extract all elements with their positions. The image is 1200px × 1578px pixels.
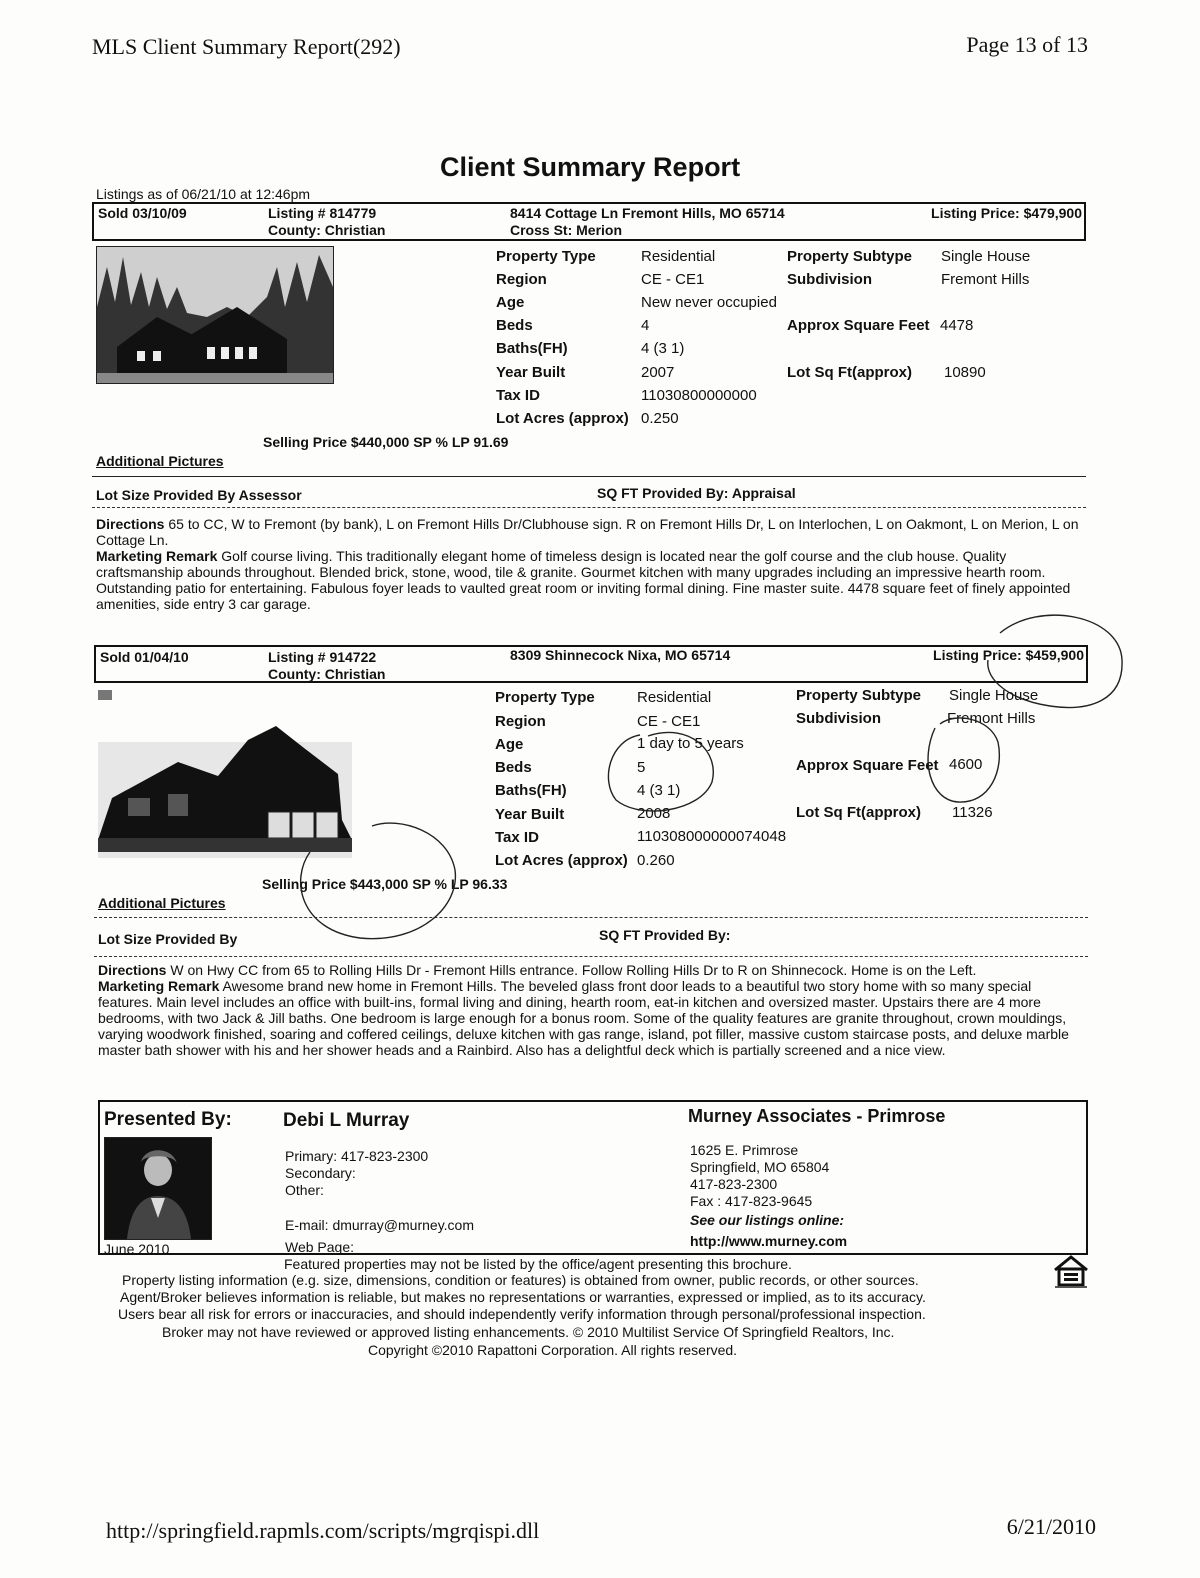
subdivision-value: Fremont Hills [941, 271, 1030, 288]
presented-by-label: Presented By: [104, 1109, 232, 1130]
listing-1-listing-price: Listing Price: $479,900 [931, 205, 1082, 221]
footer-date: 6/21/2010 [1006, 1514, 1096, 1539]
baths-label: Baths(FH) [496, 340, 568, 357]
beds-value: 5 [637, 759, 646, 776]
listing-1-selling-price: Selling Price $440,000 SP % LP 91.69 [263, 434, 509, 450]
baths-value: 4 (3 1) [641, 340, 685, 357]
listing-2-status: Sold 01/04/10 [100, 649, 189, 665]
see-listings-online: See our listings online: [690, 1212, 845, 1228]
listing-1-status: Sold 03/10/09 [98, 205, 187, 221]
listing-1-divider [92, 476, 1086, 477]
disclaimer-line-3: Agent/Broker believes information is reliable, but makes no representations or warranties, expressed or implied, as to its accuracy. [120, 1289, 926, 1305]
year-built-value: 2007 [641, 364, 675, 381]
listing-1-county: County: Christian [268, 222, 386, 238]
agent-email[interactable]: E-mail: dmurray@murney.com [285, 1217, 474, 1233]
sqft-value: 4478 [940, 317, 974, 334]
region-value: CE - CE1 [641, 271, 705, 288]
footer-url: http://springfield.rapmls.com/scripts/mgrqispi.dll [106, 1518, 540, 1543]
company-city: Springfield, MO 65804 [690, 1159, 830, 1175]
subdivision-label: Subdivision [787, 271, 873, 288]
listing-1-photo[interactable] [96, 246, 334, 384]
age-label: Age [496, 294, 525, 311]
directions-text: 65 to CC, W to Fremont (by bank), L on Fremont Hills Dr/Clubhouse sign. R on Fremont Hills Dr, L on Interlochen, L on Oakmont, L on Merion, L on Cottage Ln. [96, 516, 1079, 548]
directions-label: Directions [96, 516, 165, 532]
directions-label: Directions [98, 962, 167, 978]
agent-other-phone: Other: [285, 1182, 324, 1198]
listing-2-county: County: Christian [268, 666, 386, 682]
listings-as-of: Listings as of 06/21/10 at 12:46pm [96, 186, 311, 202]
property-type-value: Residential [641, 248, 716, 265]
sqft-label: Approx Square Feet [796, 757, 939, 774]
property-subtype-label: Property Subtype [796, 687, 922, 704]
age-label: Age [495, 736, 524, 753]
subdivision-label: Subdivision [796, 710, 882, 727]
year-built-value: 2008 [637, 805, 671, 822]
lot-acres-value: 0.260 [637, 852, 675, 869]
listing-2-sqft-provided: SQ FT Provided By: [599, 927, 731, 943]
lot-sqft-value: 11326 [952, 804, 993, 821]
property-type-value: Residential [637, 689, 712, 706]
page-number: Page 13 of 13 [966, 32, 1088, 57]
listing-2-description [98, 962, 1088, 1058]
sqft-value: 4600 [949, 756, 983, 773]
listing-1-address: 8414 Cottage Ln Fremont Hills, MO 65714 [510, 205, 785, 221]
agent-photo [104, 1137, 212, 1240]
listing-1-lot-size-provided: Lot Size Provided By Assessor [96, 487, 302, 503]
listing-2-divider [94, 917, 1088, 918]
lot-acres-value: 0.250 [641, 410, 679, 427]
year-built-label: Year Built [495, 806, 565, 823]
region-value: CE - CE1 [637, 713, 701, 730]
report-title: Client Summary Report [440, 152, 741, 182]
property-type-label: Property Type [495, 689, 595, 706]
beds-label: Beds [496, 317, 533, 334]
listing-2-address: 8309 Shinnecock Nixa, MO 65714 [510, 647, 731, 663]
disclaimer-line-1: Featured properties may not be listed by the office/agent presenting this brochure. [284, 1256, 792, 1272]
property-subtype-label: Property Subtype [787, 248, 913, 265]
agent-primary-phone: Primary: 417-823-2300 [285, 1148, 429, 1164]
marketing-remark-text: Golf course living. This traditionally elegant home of timeless design is located near the golf course and the club house. Quality craftsmanship abounds throughout. Blended brick, stone, wood, tile & granite. Gourmet kitchen with many upgrades including an impressive hearth room. Outstanding patio for entertaining. Fabulous foyer leads to vaulted great room or inviting formal dining. Fine master suite. 4478 square feet of finely appointed amenities, side entry 3 car garage. [96, 548, 1071, 612]
lot-sqft-label: Lot Sq Ft(approx) [787, 364, 912, 381]
lot-acres-label: Lot Acres (approx) [496, 410, 629, 427]
property-subtype-value: Single House [941, 248, 1031, 265]
company-phone: 417-823-2300 [690, 1176, 778, 1192]
listing-2-lot-size-provided: Lot Size Provided By [98, 931, 238, 947]
property-type-label: Property Type [496, 248, 596, 265]
company-website-link[interactable]: http://www.murney.com [690, 1233, 848, 1249]
lot-sqft-label: Lot Sq Ft(approx) [796, 804, 921, 821]
year-built-label: Year Built [496, 364, 566, 381]
lot-acres-label: Lot Acres (approx) [495, 852, 628, 869]
listing-2-number[interactable]: Listing # 914722 [268, 649, 377, 665]
age-value: New never occupied [641, 294, 777, 311]
directions-text: W on Hwy CC from 65 to Rolling Hills Dr - Fremont Hills entrance. Follow Rolling Hills Dr to R on Shinnecock. Home is on the Left. [170, 962, 977, 978]
beds-value: 4 [641, 317, 650, 334]
listing-1-sqft-provided: SQ FT Provided By: Appraisal [597, 485, 796, 501]
listing-2-selling-price: Selling Price $443,000 SP % LP 96.33 [262, 876, 508, 892]
baths-label: Baths(FH) [495, 782, 567, 799]
lot-sqft-value: 10890 [944, 364, 986, 381]
marketing-remark-label: Marketing Remark [98, 978, 220, 994]
listing-2-listing-price: Listing Price: $459,900 [933, 647, 1084, 663]
disclaimer-line-6: Copyright ©2010 Rapattoni Corporation. All rights reserved. [368, 1342, 738, 1358]
agent-name: Debi L Murray [283, 1110, 410, 1131]
company-fax: Fax : 417-823-9645 [690, 1193, 813, 1209]
disclaimer-line-2: Property listing information (e.g. size, dimensions, condition or features) is obtained from owner, public records, or other sources. [122, 1272, 919, 1288]
disclaimer-line-5: Broker may not have reviewed or approved listing enhancements. © 2010 Multilist Service Of Springfield Realtors, Inc. [162, 1324, 895, 1340]
property-subtype-value: Single House [949, 687, 1039, 704]
agent-photo-date: June 2010 [104, 1241, 170, 1257]
sqft-label: Approx Square Feet [787, 317, 930, 334]
disclaimer-line-4: Users bear all risk for errors or inaccuracies, and should independently verify information through personal/professional inspection. [118, 1306, 926, 1322]
region-label: Region [495, 713, 546, 730]
marketing-remark-text: Awesome brand new home in Fremont Hills. The beveled glass front door leads to a beautiful two story home with so many special features. Main level includes an office with built-ins, formal living and dining, hearth room, eat-in kitchen and oversized master. Upstairs there are 4 more bedrooms, with two Jack & Jill baths. One bedroom is large enough for a bonus room. Some of the quality features are granite throughout, crown mouldings, varying woodwork finished, soaring and coffered ceilings, deluxe kitchen with gas range, island, pot filler, massive custom staircase posts, and deluxe marble master bath shower with his and her shower heads and a Rainbird. Also has a delightful deck which is partially screened and a nice view. [98, 978, 1069, 1058]
listing-2-additional-pictures-link[interactable]: Additional Pictures [98, 895, 226, 911]
listing-2-dashed-divider [94, 956, 1088, 957]
listing-1-dashed-divider [92, 507, 1086, 508]
listing-1-additional-pictures-link[interactable]: Additional Pictures [96, 453, 224, 469]
tax-id-value: 11030800000000 [641, 387, 757, 404]
listing-2-photo[interactable] [98, 690, 352, 858]
report-header: MLS Client Summary Report(292) [92, 34, 401, 59]
tax-id-value: 110308000000074048 [637, 828, 787, 845]
age-value: 1 day to 5 years [637, 735, 744, 752]
region-label: Region [496, 271, 547, 288]
listing-1-cross-street: Cross St: Merion [510, 222, 623, 238]
agent-secondary-phone: Secondary: [285, 1165, 356, 1181]
equal-housing-icon [1052, 1254, 1090, 1290]
subdivision-value: Fremont Hills [947, 710, 1036, 727]
listing-1-description [96, 516, 1086, 612]
tax-id-label: Tax ID [496, 387, 540, 404]
beds-label: Beds [495, 759, 532, 776]
listing-1-number[interactable]: Listing # 814779 [268, 205, 377, 221]
company-street: 1625 E. Primrose [690, 1142, 799, 1158]
tax-id-label: Tax ID [495, 829, 539, 846]
marketing-remark-label: Marketing Remark [96, 548, 218, 564]
company-name: Murney Associates - Primrose [688, 1106, 946, 1126]
agent-web-page: Web Page: [285, 1239, 355, 1255]
baths-value: 4 (3 1) [637, 782, 681, 799]
